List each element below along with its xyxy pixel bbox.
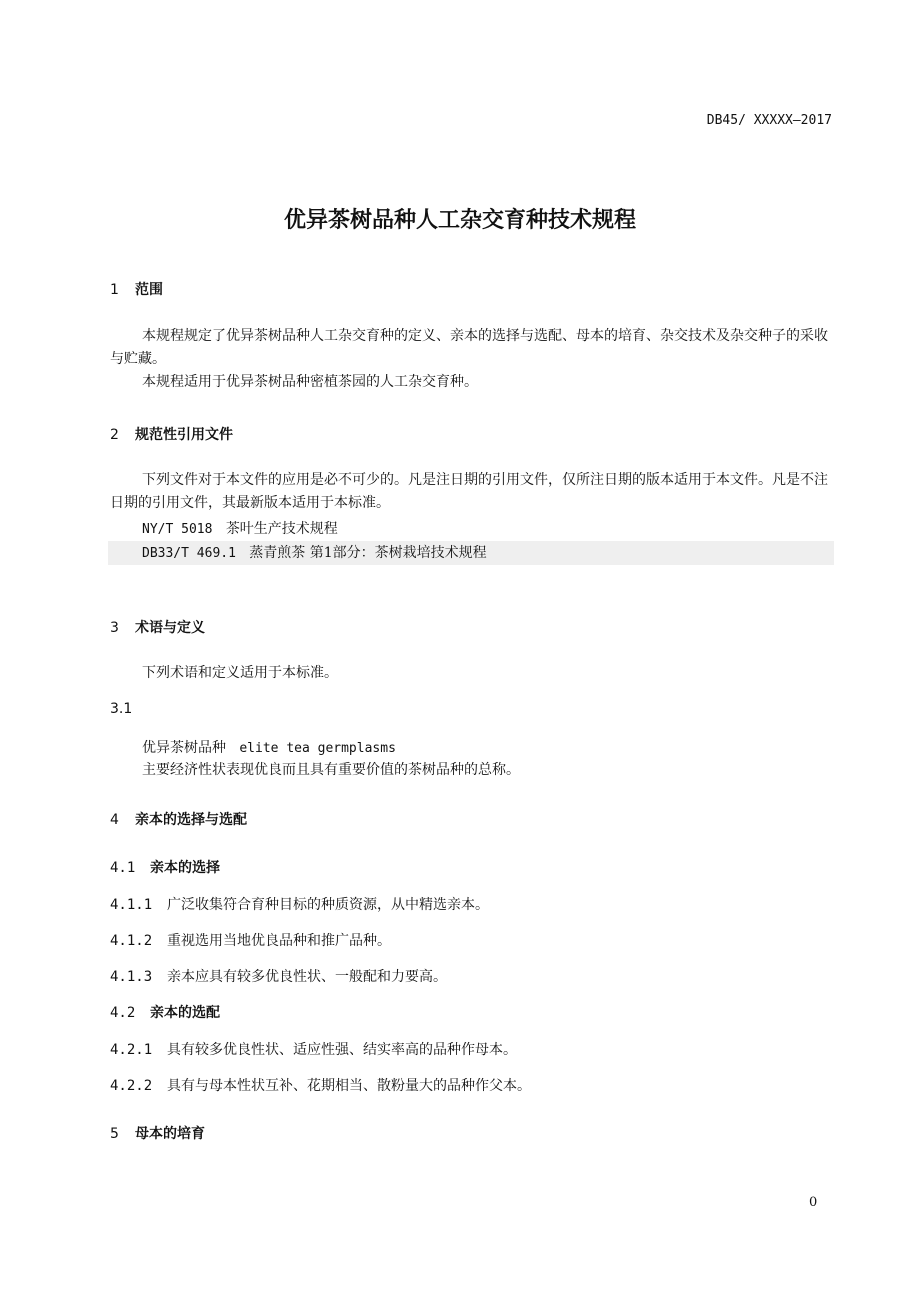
reference-code: NY/T 5018: [142, 522, 213, 537]
document-code: DB45/ XXXXX—2017: [706, 113, 832, 128]
clause-number: 4.2.2: [110, 1078, 153, 1094]
clause-number: 4.1.1: [110, 897, 153, 913]
reference-item-highlighted: [108, 541, 834, 565]
clause-item: [110, 1075, 531, 1095]
term-entry: [142, 737, 396, 757]
term-definition: 主要经济性状表现优良而且具有重要价值的茶树品种的总称。: [142, 762, 520, 778]
section-title: 范围: [135, 282, 163, 298]
clause-number: 4.1.3: [110, 969, 153, 985]
section-title: 亲本的选择与选配: [135, 812, 247, 828]
section-number: 5: [110, 1126, 119, 1142]
clause-item: [110, 894, 489, 914]
section-3-heading: [110, 617, 205, 637]
section-title: 规范性引用文件: [135, 427, 233, 443]
subsection-4-2-heading: [110, 1002, 220, 1022]
clause-item: [110, 1039, 517, 1059]
section-2-heading: [110, 424, 233, 444]
section-1-heading: [110, 279, 163, 299]
section-number: 1: [110, 282, 119, 298]
page-number: 0: [809, 1195, 818, 1210]
reference-code: DB33/T 469.1: [142, 546, 236, 561]
clause-item: [110, 966, 447, 986]
clause-text: 广泛收集符合育种目标的种质资源，从中精选亲本。: [167, 897, 489, 913]
subsection-3-1-number: 3.1: [110, 701, 133, 717]
subsection-title: 亲本的选择: [150, 860, 220, 876]
clause-number: 4.2.1: [110, 1042, 153, 1058]
clause-text: 具有较多优良性状、适应性强、结实率高的品种作母本。: [167, 1042, 517, 1058]
section-number: 4: [110, 812, 119, 828]
subsection-4-1-heading: [110, 857, 220, 877]
section-number: 2: [110, 427, 119, 443]
reference-title: 茶叶生产技术规程: [225, 521, 338, 537]
clause-item: [110, 930, 391, 950]
section-3-paragraph: 下列术语和定义适用于本标准。: [142, 665, 338, 681]
term-english: elite tea germplasms: [239, 741, 396, 756]
section-title: 术语与定义: [135, 620, 205, 636]
section-1-paragraph-2: 本规程适用于优异茶树品种密植茶园的人工杂交育种。: [142, 374, 478, 390]
clause-number: 4.1.2: [110, 933, 153, 949]
section-number: 3: [110, 620, 119, 636]
clause-text: 亲本应具有较多优良性状、一般配和力要高。: [167, 969, 447, 985]
clause-text: 具有与母本性状互补、花期相当、散粉量大的品种作父本。: [167, 1078, 531, 1094]
section-1-paragraph-1: 本规程规定了优异茶树品种人工杂交育种的定义、亲本的选择与选配、母本的培育、杂交技术及杂交种子的采收与贮藏。: [110, 328, 828, 367]
term-chinese: 优异茶树品种: [142, 740, 226, 756]
subsection-title: 亲本的选配: [150, 1005, 220, 1021]
reference-title: 蒸青煎茶 第1部分：茶树栽培技术规程: [249, 545, 487, 561]
section-title: 母本的培育: [135, 1126, 205, 1142]
document-title: 优异茶树品种人工杂交育种技术规程: [283, 208, 636, 233]
subsection-number: 4.2: [110, 1005, 136, 1021]
subsection-number: 4.1: [110, 860, 136, 876]
reference-item: [142, 518, 338, 538]
section-2-paragraph: 下列文件对于本文件的应用是必不可少的。凡是注日期的引用文件，仅所注日期的版本适用于本文件。凡是不注日期的引用文件，其最新版本适用于本标准。: [110, 472, 828, 511]
section-4-heading: [110, 809, 247, 829]
clause-text: 重视选用当地优良品种和推广品种。: [167, 933, 391, 949]
section-5-heading: [110, 1123, 205, 1143]
